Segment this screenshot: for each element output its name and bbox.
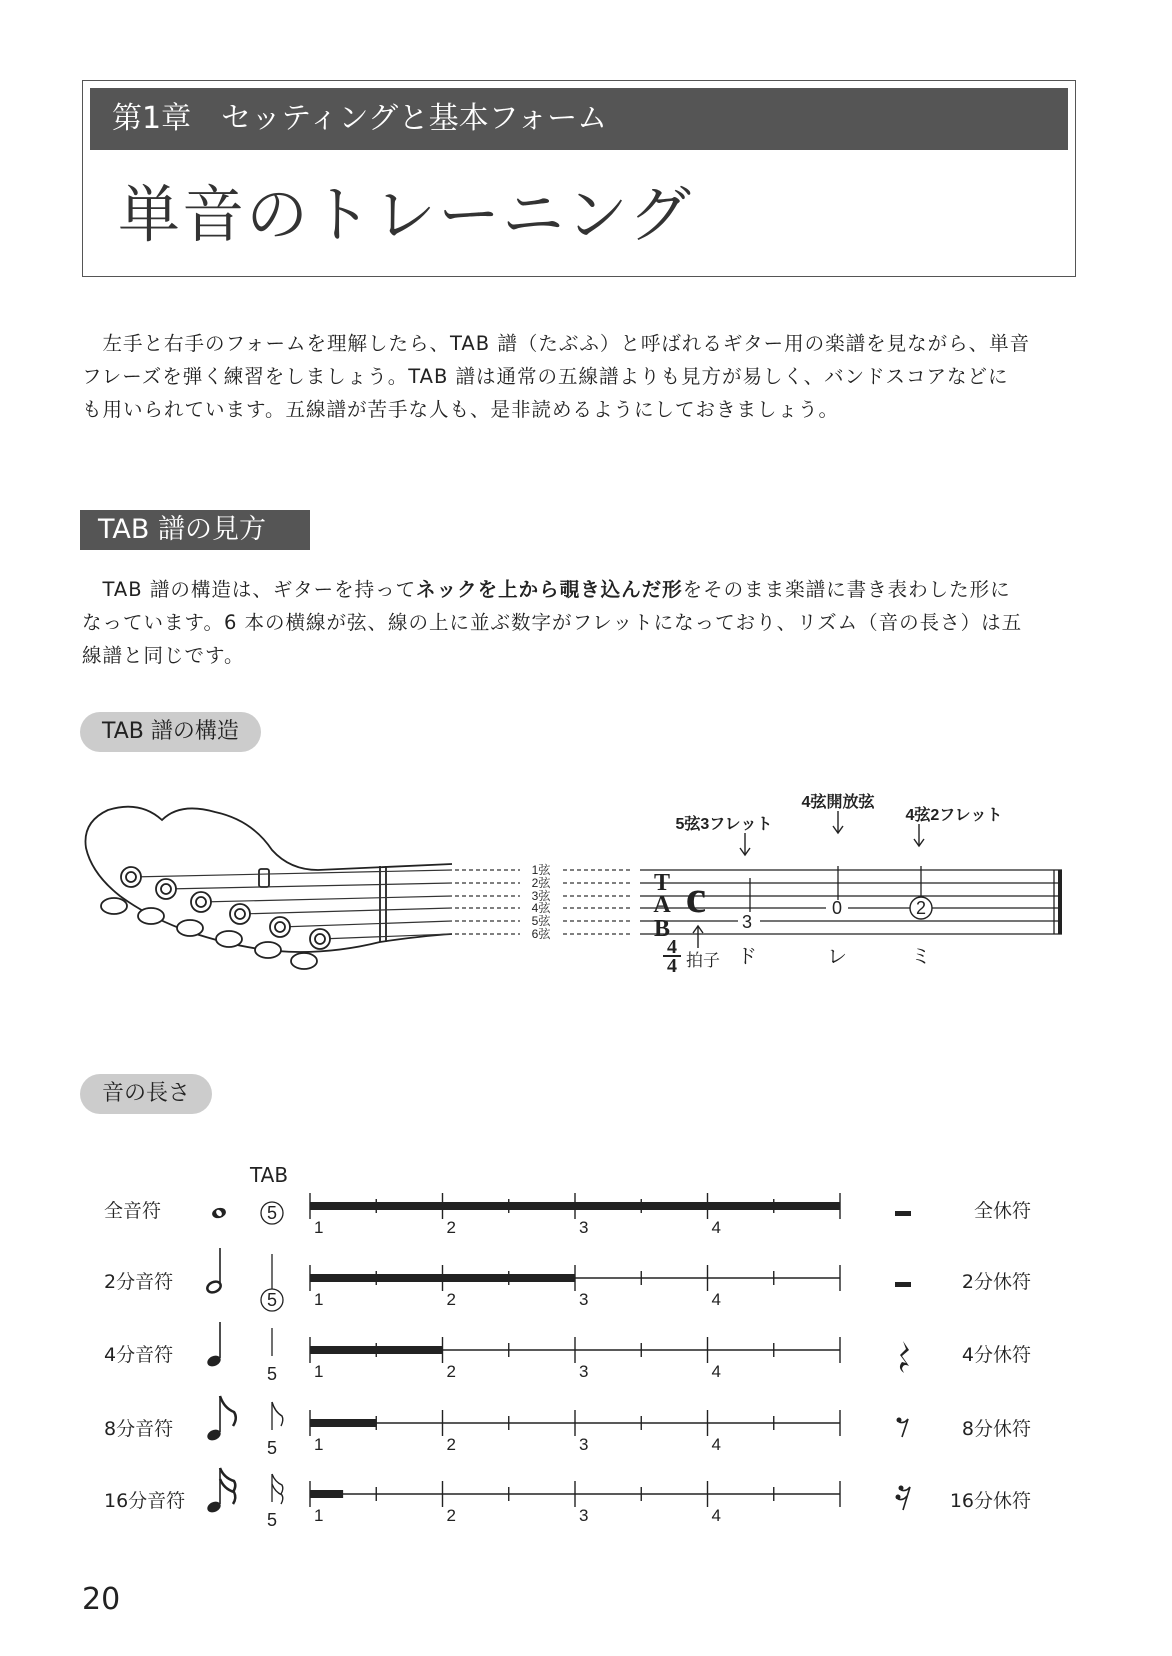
note-label: 16分音符 (104, 1490, 186, 1512)
section-line (82, 573, 1076, 606)
tab-structure-label: TAB 譜の構造 (80, 712, 261, 752)
tab-clef-b: B (653, 916, 671, 942)
beat-label: 1 (314, 1290, 324, 1309)
beat-label: 4 (711, 1218, 721, 1237)
note-name: ド (737, 946, 757, 968)
sixteenth-rest-icon (896, 1486, 911, 1511)
section-line: なっています。6 本の横線が弦、線の上に並ぶ数字がフレットになっており、リズム（音の長さ）は五 (82, 611, 1023, 634)
note-name: ミ (911, 946, 931, 968)
beat-label: 2 (446, 1435, 456, 1454)
sixteenth-note-icon (206, 1468, 236, 1514)
intro-line: 左手と右手のフォームを理解したら、TAB 譜（たぶふ）と呼ばれるギター用の楽譜を見ながら、単音 (82, 332, 1031, 355)
string-label: 1弦 (531, 863, 551, 877)
beat-label: 2 (446, 1290, 456, 1309)
beat-label: 3 (579, 1506, 589, 1525)
quarter-rest-icon (900, 1341, 909, 1373)
duration-bar (310, 1490, 343, 1498)
page-title: 単音のトレーニング (118, 178, 693, 251)
rest-label: 2分休符 (961, 1271, 1031, 1293)
beat-label: 3 (579, 1290, 589, 1309)
eighth-note-icon (206, 1396, 236, 1442)
beat-label: 2 (446, 1362, 456, 1381)
tab-structure-diagram (0, 790, 1172, 990)
callout-4th-string-2nd-fret: 4弦2フレット (905, 807, 1003, 824)
whole-rest-icon (895, 1211, 911, 1216)
beat-label: 1 (314, 1435, 324, 1454)
duration-bar (310, 1202, 840, 1210)
tab-fret-number: 5 (266, 1438, 278, 1458)
fret-number: 3 (741, 912, 753, 932)
beat-label: 3 (579, 1435, 589, 1454)
time-signature-bottom: 4 (667, 955, 677, 977)
string-label: 6弦 (531, 927, 551, 941)
time-signature-caption: 拍子 (686, 951, 720, 970)
beat-label: 2 (446, 1218, 456, 1237)
fret-number: 2 (915, 898, 927, 918)
string-label: 2弦 (531, 876, 551, 890)
beat-label: 4 (711, 1506, 721, 1525)
section-line1-post: をそのまま楽譜に書き表わした形に (682, 578, 1011, 601)
beat-label: 3 (579, 1218, 589, 1237)
note-label: 全音符 (104, 1200, 162, 1222)
beat-label: 1 (314, 1362, 324, 1381)
common-time-symbol: c (685, 871, 707, 922)
tab-fret-number: 5 (266, 1364, 278, 1384)
string-label: 5弦 (531, 914, 551, 928)
tab-fret-number: 5 (266, 1510, 278, 1530)
tab-fret-number: 5 (266, 1203, 278, 1223)
string-label: 4弦 (531, 901, 551, 915)
whole-note-icon (211, 1206, 227, 1219)
string-label: 3弦 (531, 889, 551, 903)
rest-label: 16分休符 (949, 1490, 1031, 1512)
up-arrow-icon (693, 926, 703, 948)
beat-label: 4 (711, 1435, 721, 1454)
half-rest-icon (895, 1282, 911, 1287)
chapter-label: 第1章 セッティングと基本フォーム (90, 88, 1068, 150)
section-line1-pre: TAB 譜の構造は、ギターを持って (82, 578, 417, 601)
intro-line: フレーズを弾く練習をしましょう。TAB 譜は通常の五線譜よりも見方が易しく、バンドスコアなどに (82, 365, 1009, 388)
quarter-note-icon (206, 1322, 223, 1368)
tab-clef-t: T (653, 870, 671, 896)
note-label: 8分音符 (104, 1418, 174, 1440)
note-name: レ (827, 946, 847, 968)
time-signature-top: 4 (667, 936, 677, 958)
beat-label: 2 (446, 1506, 456, 1525)
tuning-pegs (101, 867, 330, 969)
beat-timelines (310, 1193, 840, 1525)
beat-label: 4 (711, 1362, 721, 1381)
rest-label: 全休符 (973, 1200, 1031, 1222)
duration-bar (310, 1346, 443, 1354)
tab-header: TAB (250, 1163, 289, 1187)
beat-label: 1 (314, 1506, 324, 1525)
section-heading: TAB 譜の見方 (80, 510, 310, 550)
note-length-chart (0, 1170, 1172, 1540)
intro-paragraph (82, 327, 1076, 426)
beat-label: 1 (314, 1218, 324, 1237)
section-line: 線譜と同じです。 (82, 644, 245, 667)
callout-4th-string-open: 4弦開放弦 (801, 794, 875, 811)
fret-number: 0 (831, 898, 843, 918)
rest-label: 4分休符 (961, 1344, 1031, 1366)
duration-bar (310, 1274, 575, 1282)
final-barline (1058, 870, 1062, 934)
intro-line: も用いられています。五線譜が苦手な人も、是非読めるようにしておきましょう。 (82, 398, 839, 421)
beat-label: 4 (711, 1290, 721, 1309)
tab-fret-number: 5 (266, 1290, 278, 1310)
note-label: 2分音符 (104, 1271, 174, 1293)
beat-label: 3 (579, 1362, 589, 1381)
rest-label: 8分休符 (961, 1418, 1031, 1440)
tab-clef-a: A (653, 892, 671, 918)
note-lengths-label: 音の長さ (80, 1074, 212, 1114)
duration-bar (310, 1419, 376, 1427)
page-number: 20 (82, 1582, 121, 1617)
callout-5th-string-3rd-fret: 5弦3フレット (675, 816, 773, 833)
half-note-icon (206, 1248, 223, 1294)
section-line1-bold: ネックを上から覗き込んだ形 (416, 578, 683, 601)
eighth-rest-icon (897, 1418, 909, 1438)
note-label: 4分音符 (104, 1344, 174, 1366)
section-paragraph (82, 573, 1076, 672)
